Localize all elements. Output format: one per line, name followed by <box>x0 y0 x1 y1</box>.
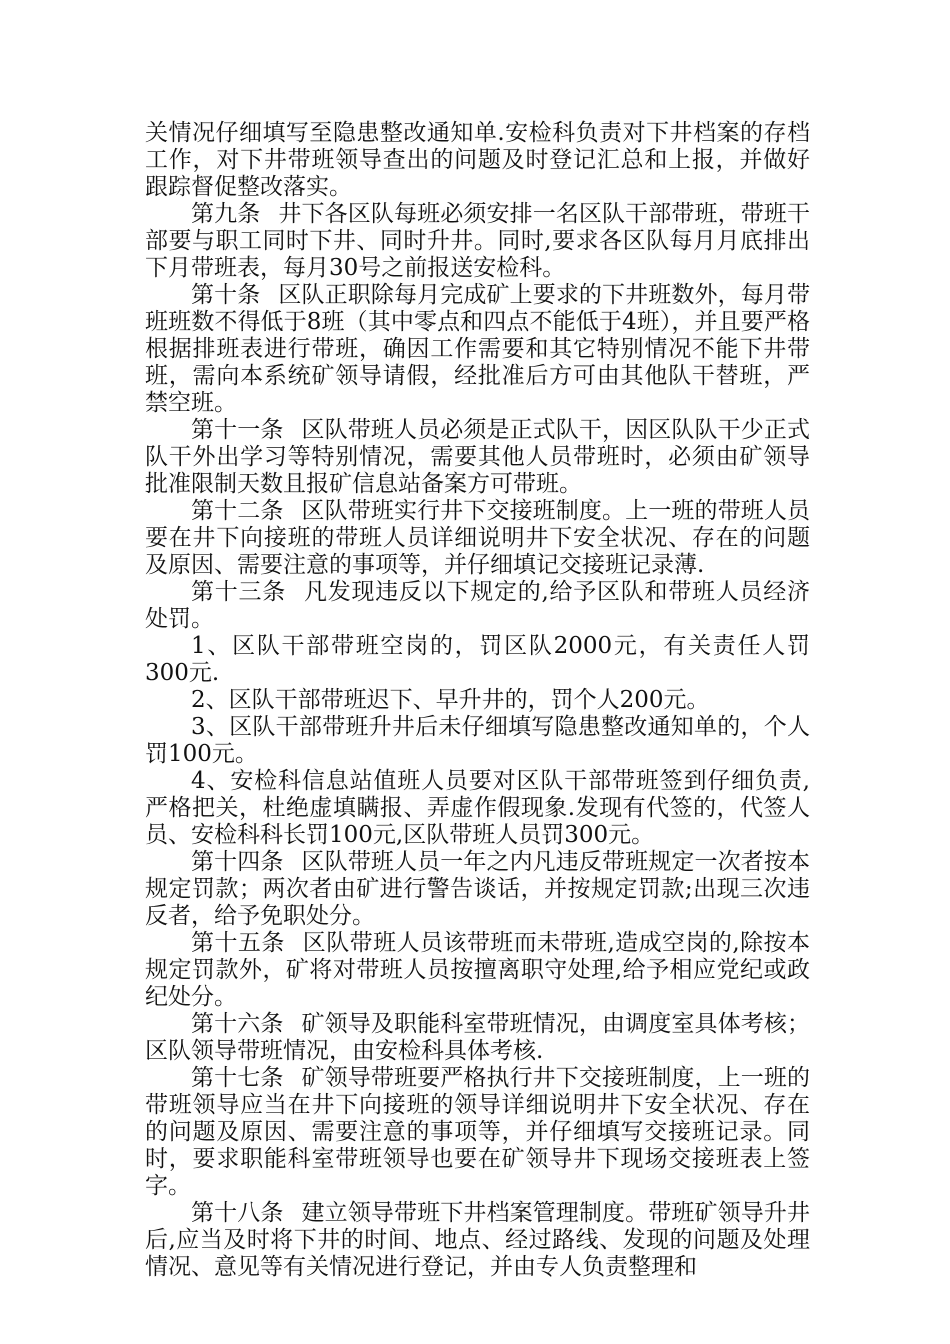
article-16 <box>145 1011 810 1065</box>
article-number: 第十四条 <box>191 849 284 875</box>
article-number: 第十八条 <box>191 1200 284 1226</box>
article-18 <box>145 1200 810 1281</box>
article-12 <box>145 498 810 579</box>
penalty-item-2: 2、区队干部带班迟下、早升井的，罚个人200元。 <box>191 687 710 713</box>
penalty-item-3: 3、区队干部带班升井后未仔细填写隐患整改通知单的，个人罚100元。 <box>145 714 810 767</box>
article-number: 第十五条 <box>191 930 285 956</box>
article-15 <box>145 930 810 1011</box>
article-number: 第十三条 <box>191 579 286 605</box>
article-11 <box>145 417 810 498</box>
article-text: 建立领导带班下井档案管理制度。带班矿领导升井后,应当及时将下井的时间、地点、经过路线、发现的问题及处理情况、意见等有关情况进行登记，并由专人负责整理和 <box>145 1200 811 1280</box>
article-number: 第十一条 <box>191 417 284 443</box>
document-body <box>145 120 810 1281</box>
article-number: 第十六条 <box>191 1011 284 1037</box>
article-14 <box>145 849 810 930</box>
penalty-item-4: 4、安检科信息站值班人员要对区队干部带班签到仔细负责,严格把关，杜绝虚填瞒报、弄虚作假现象.发现有代签的，代签人员、安检科科长罚100元,区队带班人员罚300元。 <box>145 768 810 848</box>
article-text: 区队带班人员一年之内凡违反带班规定一次者按本规定罚款；两次者由矿进行警告谈话，并按规定罚款;出现三次违反者，给予免职处分。 <box>145 849 811 929</box>
article-text: 区队带班实行井下交接班制度。上一班的带班人员要在井下向接班的带班人员详细说明井下安全状况、存在的问题及原因、需要注意的事项等，并仔细填记交接班记录薄. <box>145 498 811 578</box>
article-9 <box>145 201 810 282</box>
article-text: 矿领导及职能科室带班情况，由调度室具体考核；区队领导带班情况，由安检科具体考核. <box>145 1011 811 1064</box>
penalty-item-1: 1、区队干部带班空岗的，罚区队2000元，有关责任人罚300元. <box>145 633 810 686</box>
article-text: 区队正职除每月完成矿上要求的下井班数外，每月带班班数不得低于8班（其中零点和四点不能低于4班），并且要严格根据排班表进行带班，确因工作需要和其它特别情况不能下井带班，需向本系统矿领导请假，经批准后方可由其他队干替班，严禁空班。 <box>145 282 811 416</box>
article-text: 矿领导带班要严格执行井下交接班制度，上一班的带班领导应当在井下向接班的领导详细说明井下安全状况、存在的问题及原因、需要注意的事项等，并仔细填写交接班记录。同时，要求职能科室带班领导也要在矿领导井下现场交接班表上签字。 <box>145 1065 811 1199</box>
article-text: 凡发现违反以下规定的,给予区队和带班人员经济处罚。 <box>145 579 811 632</box>
article-number: 第九条 <box>191 201 261 227</box>
article-17 <box>145 1065 810 1200</box>
article-number: 第十条 <box>191 282 261 308</box>
article-text: 井下各区队每班必须安排一名区队干部带班，带班干部要与职工同时下井、同时升井。同时,要求各区队每月月底排出下月带班表，每月30号之前报送安检科。 <box>145 201 811 281</box>
article-text: 区队带班人员必须是正式队干，因区队队干少正式队干外出学习等特别情况，需要其他人员带班时，必须由矿领导批准限制天数且报矿信息站备案方可带班。 <box>145 417 811 497</box>
article-13 <box>145 579 810 633</box>
paragraph-continuation: 关情况仔细填写至隐患整改通知单.安检科负责对下井档案的存档工作，对下井带班领导查出的问题及时登记汇总和上报，并做好跟踪督促整改落实。 <box>145 120 810 200</box>
article-number: 第十二条 <box>191 498 284 524</box>
article-number: 第十七条 <box>191 1065 284 1091</box>
article-10 <box>145 282 810 417</box>
article-text: 区队带班人员该带班而未带班,造成空岗的,除按本规定罚款外，矿将对带班人员按擅离职守处理,给予相应党纪或政纪处分。 <box>145 930 810 1010</box>
